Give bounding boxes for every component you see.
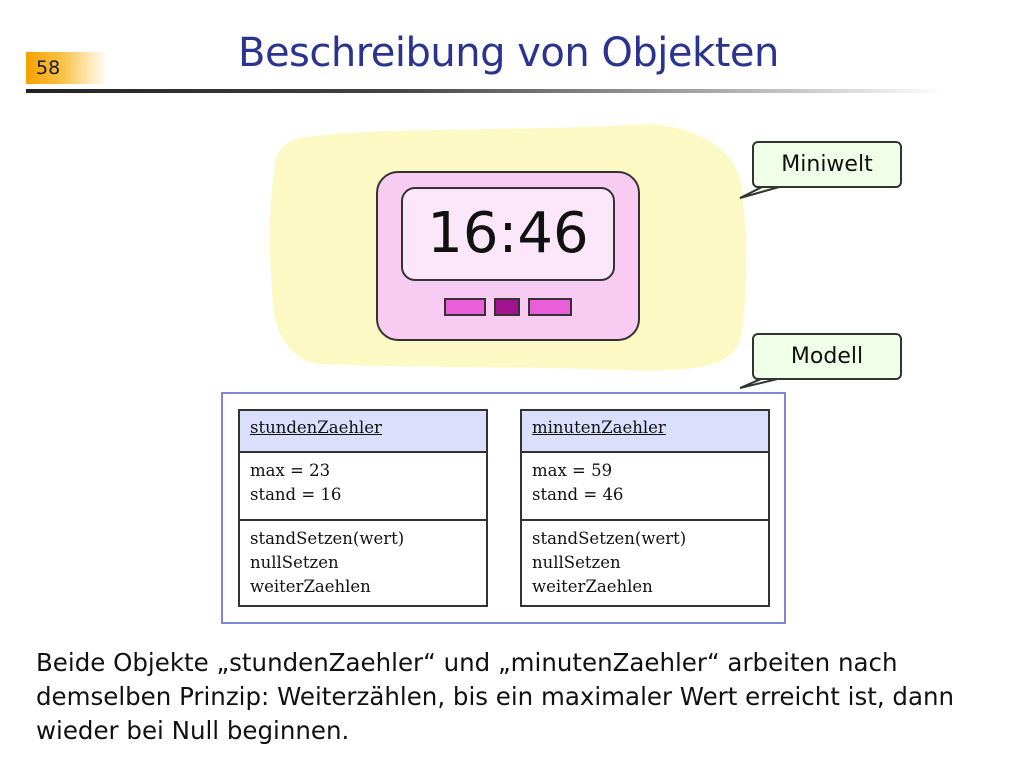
- clock-display: 16:46: [401, 187, 615, 281]
- attribute-max: max = 59: [532, 461, 613, 480]
- method-weiterzaehlen: weiterZaehlen: [250, 577, 371, 596]
- method-standsetzen: standSetzen(wert): [250, 529, 405, 548]
- method-nullsetzen: nullSetzen: [250, 553, 339, 572]
- attribute-compartment: [522, 453, 768, 521]
- attribute-stand: stand = 46: [532, 485, 624, 504]
- attribute-max: max = 23: [250, 461, 331, 480]
- object-name: stundenZaehler: [240, 411, 486, 453]
- slide-title: Beschreibung von Objekten: [238, 30, 779, 76]
- method-compartment: [240, 521, 486, 599]
- attribute-compartment: [240, 453, 486, 521]
- method-nullsetzen: nullSetzen: [532, 553, 621, 572]
- method-weiterzaehlen: weiterZaehlen: [532, 577, 653, 596]
- modell-callout: Modell: [752, 333, 902, 380]
- object-name: minutenZaehler: [522, 411, 768, 453]
- uml-object-stundenzaehler: [238, 409, 488, 607]
- attribute-stand: stand = 16: [250, 485, 342, 504]
- method-standsetzen: standSetzen(wert): [532, 529, 687, 548]
- uml-object-minutenzaehler: [520, 409, 770, 607]
- description-text: Beide Objekte „stundenZaehler“ und „minutenZaehler“ arbeiten nach demselben Prinzip: Weiterzählen, bis ein maximaler Wert erreicht ist, dann wieder bei Null beginnen.: [36, 648, 955, 745]
- page-number: 58: [26, 52, 108, 84]
- method-compartment: [522, 521, 768, 599]
- miniwelt-callout: Miniwelt: [752, 141, 902, 188]
